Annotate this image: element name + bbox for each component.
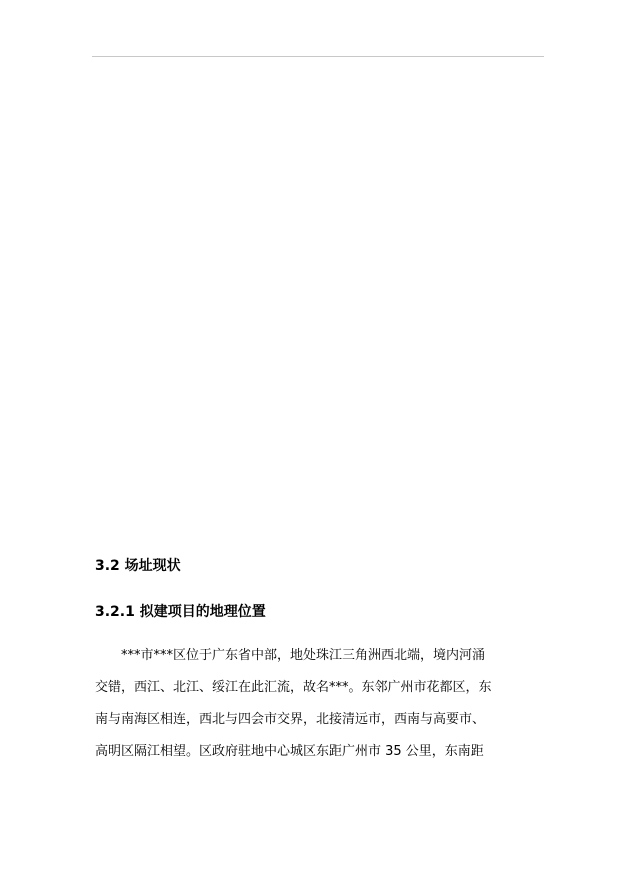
paragraph-line: ***市***区位于广东省中部，地处珠江三角洲西北端，境内河涌 <box>121 648 486 663</box>
paragraph-line: 交错，西江、北江、绥江在此汇流，故名***。东邻广州市花都区，东 <box>95 680 492 695</box>
body-paragraph <box>95 640 545 768</box>
subsection-heading: 3.2.1 拟建项目的地理位置 <box>95 604 266 620</box>
header-rule <box>92 56 544 57</box>
paragraph-line: 高明区隔江相望。区政府驻地中心城区东距广州市 35 公里，东南距 <box>95 744 484 759</box>
paragraph-line: 南与南海区相连，西北与四会市交界，北接清远市，西南与高要市、 <box>95 712 486 727</box>
section-heading: 3.2 场址现状 <box>95 558 181 574</box>
